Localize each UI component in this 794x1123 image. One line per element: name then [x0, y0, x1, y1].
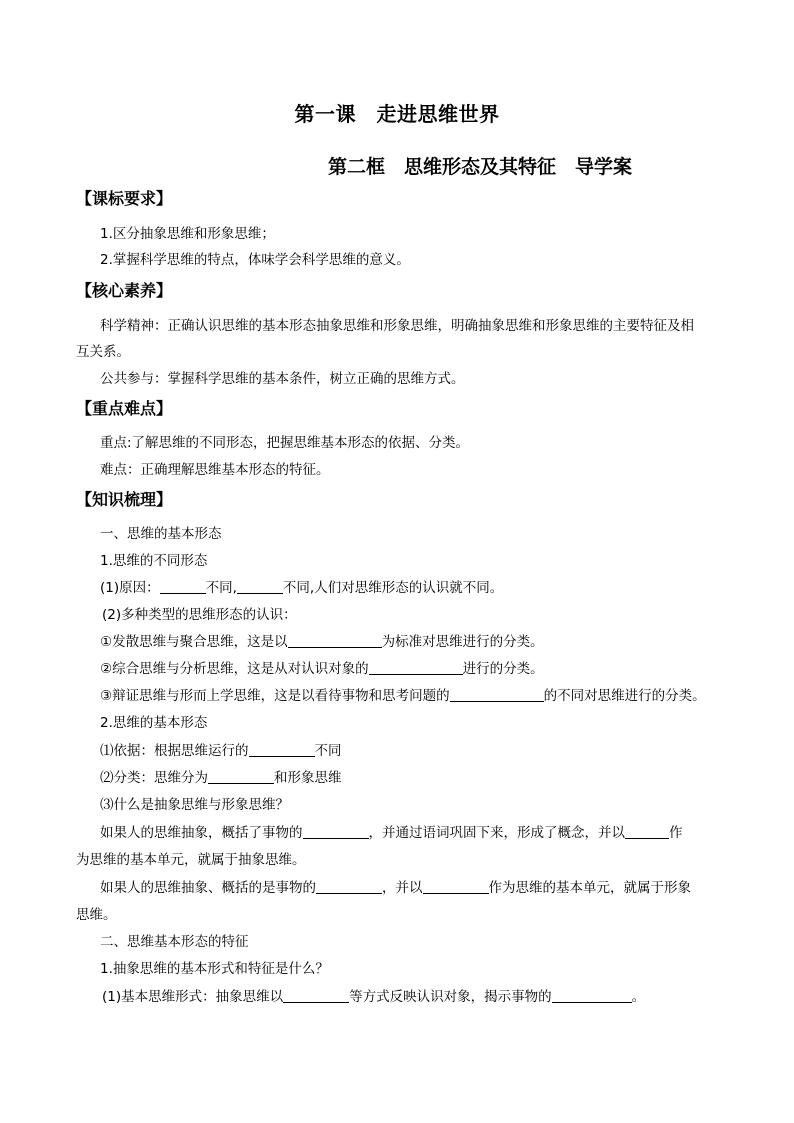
classification-2 — [100, 657, 544, 677]
hexin-kexue-line2: 互关系。 — [76, 344, 130, 360]
classification-3 — [100, 684, 706, 704]
section-heading-zhishi: 【知识梳理】 — [76, 490, 173, 509]
xingxiang-text-a: 如果人的思维抽象、概括的是事物的 — [100, 880, 316, 896]
p1-1-1-text-a: (1)原因： — [100, 580, 160, 596]
kebiao-item-2: 2.掌握科学思维的特点，体味学会科学思维的意义。 — [100, 252, 410, 268]
classification-1-text-b: 为标准对思维进行的分类。 — [381, 634, 544, 650]
xingxiang-text-c: 作为思维的基本单元，就属于形象 — [488, 880, 691, 896]
part2-heading: 二、思维基本形态的特征 — [100, 934, 249, 950]
blank-field[interactable] — [316, 879, 382, 894]
p1-1-1-text-c: 不同,人们对思维形态的认识就不同。 — [282, 580, 504, 596]
xingxiang-line1 — [100, 876, 691, 896]
nandian-text: 难点：正确理解思维基本形态的特征。 — [100, 462, 330, 478]
p1-1-heading: 1.思维的不同形态 — [100, 553, 208, 569]
p1-1-2-heading: (2)多种类型的思维形态的认识： — [102, 607, 297, 623]
classification-2-text-b: 进行的分类。 — [462, 661, 544, 677]
shenme-question: ⑶什么是抽象思维与形象思维？ — [100, 797, 289, 813]
chouxiang-text-a: 如果人的思维抽象，概括了事物的 — [100, 825, 303, 841]
section-heading-zhongdian: 【重点难点】 — [76, 399, 173, 418]
blank-field[interactable] — [552, 988, 632, 1003]
chouxiang-line1 — [100, 821, 683, 841]
p2-1-1-text-b: 等方式反映认识对象，揭示事物的 — [349, 989, 552, 1005]
hexin-kexue-line1: 科学精神：正确认识思维的基本形态抽象思维和形象思维，明确抽象思维和形象思维的主要特征及相 — [100, 318, 694, 334]
classification-3-text-b: 的不同对思维进行的分类。 — [543, 688, 706, 704]
chouxiang-text-b: ，并通过语词巩固下来，形成了概念，并以 — [368, 825, 625, 841]
section-heading-hexin: 【核心素养】 — [76, 281, 173, 300]
blank-field[interactable] — [625, 824, 669, 839]
classification-3-text-a: ③辩证思维与形而上学思维，这是以看待事物和思考问题的 — [100, 688, 450, 704]
chouxiang-line2: 为思维的基本单元，就属于抽象思维。 — [76, 852, 306, 868]
p2-1-1-line — [102, 985, 645, 1005]
xingxiang-text-b: ，并以 — [382, 880, 423, 896]
blank-field[interactable] — [160, 579, 206, 594]
p2-1-1-text-a: (1)基本思维形式：抽象思维以 — [102, 989, 284, 1005]
kebiao-item-1: 1.区分抽象思维和形象思维； — [100, 226, 275, 242]
blank-field[interactable] — [249, 742, 315, 757]
blank-field[interactable] — [303, 824, 369, 839]
part1-heading: 一、思维的基本形态 — [100, 526, 222, 542]
p1-1-1-text-b: 不同, — [205, 580, 237, 596]
fenlei-text-b: 和形象思维 — [274, 770, 342, 786]
classification-2-text-a: ②综合思维与分析思维，这是从对认识对象的 — [100, 661, 369, 677]
section-heading-kebiao: 【课标要求】 — [76, 189, 173, 208]
yiju-text-a: ⑴依据：根据思维运行的 — [100, 743, 249, 759]
lesson-title: 第一课 走进思维世界 — [294, 102, 500, 126]
yiju-text-b: 不同 — [314, 743, 342, 759]
fenlei-text-a: ⑵分类：思维分为 — [100, 770, 208, 786]
p2-1-1-text-c: 。 — [631, 989, 646, 1005]
hexin-gonggong: 公共参与：掌握科学思维的基本条件，树立正确的思维方式。 — [100, 371, 465, 387]
blank-field[interactable] — [283, 988, 349, 1003]
p2-1-heading: 1.抽象思维的基本形式和特征是什么？ — [100, 961, 329, 977]
blank-field[interactable] — [423, 879, 489, 894]
blank-field[interactable] — [288, 633, 382, 648]
classification-1 — [100, 630, 544, 650]
blank-field[interactable] — [450, 687, 544, 702]
classification-1-text-a: ①发散思维与聚合思维，这是以 — [100, 634, 288, 650]
yiju-line — [100, 739, 342, 759]
fenlei-line — [100, 766, 342, 786]
p1-2-heading: 2.思维的基本形态 — [100, 715, 208, 731]
lesson-subtitle: 第二框 思维形态及其特征 导学案 — [327, 156, 632, 178]
xingxiang-line2: 思维。 — [76, 907, 117, 923]
blank-field[interactable] — [208, 769, 274, 784]
zhongdian-text: 重点:了解思维的不同形态，把握思维基本形态的依据、分类。 — [100, 435, 470, 451]
blank-field[interactable] — [237, 579, 283, 594]
p1-1-1-line — [100, 576, 503, 596]
chouxiang-text-c: 作 — [669, 825, 683, 841]
blank-field[interactable] — [369, 660, 463, 675]
